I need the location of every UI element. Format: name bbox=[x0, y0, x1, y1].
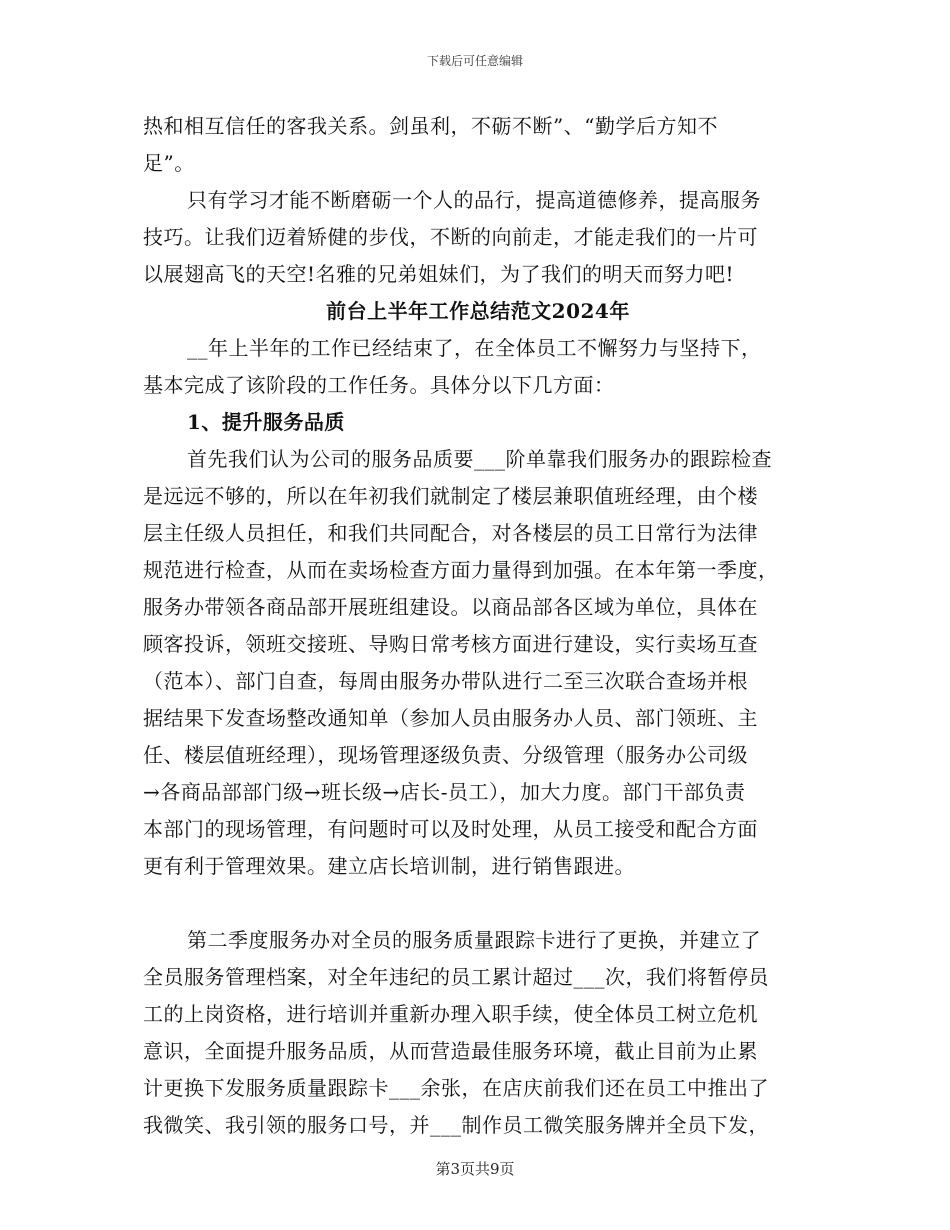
text-line: 层主任级人员担任，和我们共同配合，对各楼层的员工日常行为法律 bbox=[143, 521, 758, 545]
text-line: 技巧。让我们迈着矫健的步伐，不断的向前走，才能走我们的一片可 bbox=[143, 225, 758, 249]
text-line bbox=[143, 885, 813, 922]
text-line: 更有利于管理效果。建立店长培训制，进行销售跟进。 bbox=[143, 854, 635, 878]
text-line: 据结果下发查场整改通知单（参加人员由服务办人员、部门领班、主 bbox=[143, 706, 758, 730]
section-title: 前台上半年工作总结范文2024年 bbox=[326, 299, 630, 323]
text-line: 基本完成了该阶段的工作任务。具体分以下几方面： bbox=[143, 373, 615, 397]
text-line: 首先我们认为公司的服务品质要___阶单靠我们服务办的跟踪检查 bbox=[187, 447, 772, 471]
subsection-heading: 1、提升服务品质 bbox=[187, 410, 345, 434]
text-line: 任、楼层值班经理），现场管理逐级负责、分级管理（服务办公司级 bbox=[143, 743, 748, 767]
page-number: 第3页共9页 bbox=[435, 1160, 515, 1178]
text-line: 第二季度服务办对全员的服务质量跟踪卡进行了更换，并建立了 bbox=[187, 928, 761, 952]
text-line: 顾客投诉，领班交接班、导购日常考核方面进行建设，实行卖场互查 bbox=[143, 632, 758, 656]
text-line: 工的上岗资格，进行培训并重新办理入职手续，使全体员工树立危机 bbox=[143, 1002, 758, 1026]
text-line: 本部门的现场管理，有问题时可以及时处理，从员工接受和配合方面 bbox=[143, 817, 758, 841]
page-header: 下载后可任意编辑 bbox=[426, 54, 523, 68]
text-line: 以展翅高飞的天空!名雅的兄弟姐妹们，为了我们的明天而努力吧! bbox=[143, 262, 735, 286]
text-line: 足”。 bbox=[143, 151, 195, 175]
text-line: 意识，全面提升服务品质，从而营造最佳服务环境，截止目前为止累 bbox=[143, 1039, 758, 1063]
text-line: 是远远不够的，所以在年初我们就制定了楼层兼职值班经理，由个楼 bbox=[143, 484, 758, 508]
text-line: 规范进行检查，从而在卖场检查方面力量得到加强。在本年第一季度， bbox=[143, 558, 779, 582]
text-line: 全员服务管理档案，对全年违纪的员工累计超过___次，我们将暂停员 bbox=[143, 965, 769, 989]
text-line: 热和相互信任的客我关系。剑虽利，不砺不断”、“勤学后方知不 bbox=[143, 114, 718, 138]
text-line: →各商品部部门级→班长级→店长-员工），加大力度。部门干部负责 bbox=[143, 780, 746, 804]
text-line: 我微笑、我引领的服务口号，并___制作员工微笑服务牌并全员下发， bbox=[143, 1113, 769, 1137]
text-line: 计更换下发服务质量跟踪卡___余张，在店庆前我们还在员工中推出了 bbox=[143, 1076, 769, 1100]
text-line: 服务办带领各商品部开展班组建设。以商品部各区域为单位，具体在 bbox=[143, 595, 758, 619]
text-line: （范本）、部门自查，每周由服务办带队进行二至三次联合查场并根 bbox=[143, 669, 748, 693]
text-line: __年上半年的工作已经结束了，在全体员工不懈努力与坚持下， bbox=[187, 336, 762, 360]
text-line: 只有学习才能不断磨砺一个人的品行，提高道德修养，提高服务 bbox=[187, 188, 761, 212]
document-body bbox=[143, 108, 813, 1144]
